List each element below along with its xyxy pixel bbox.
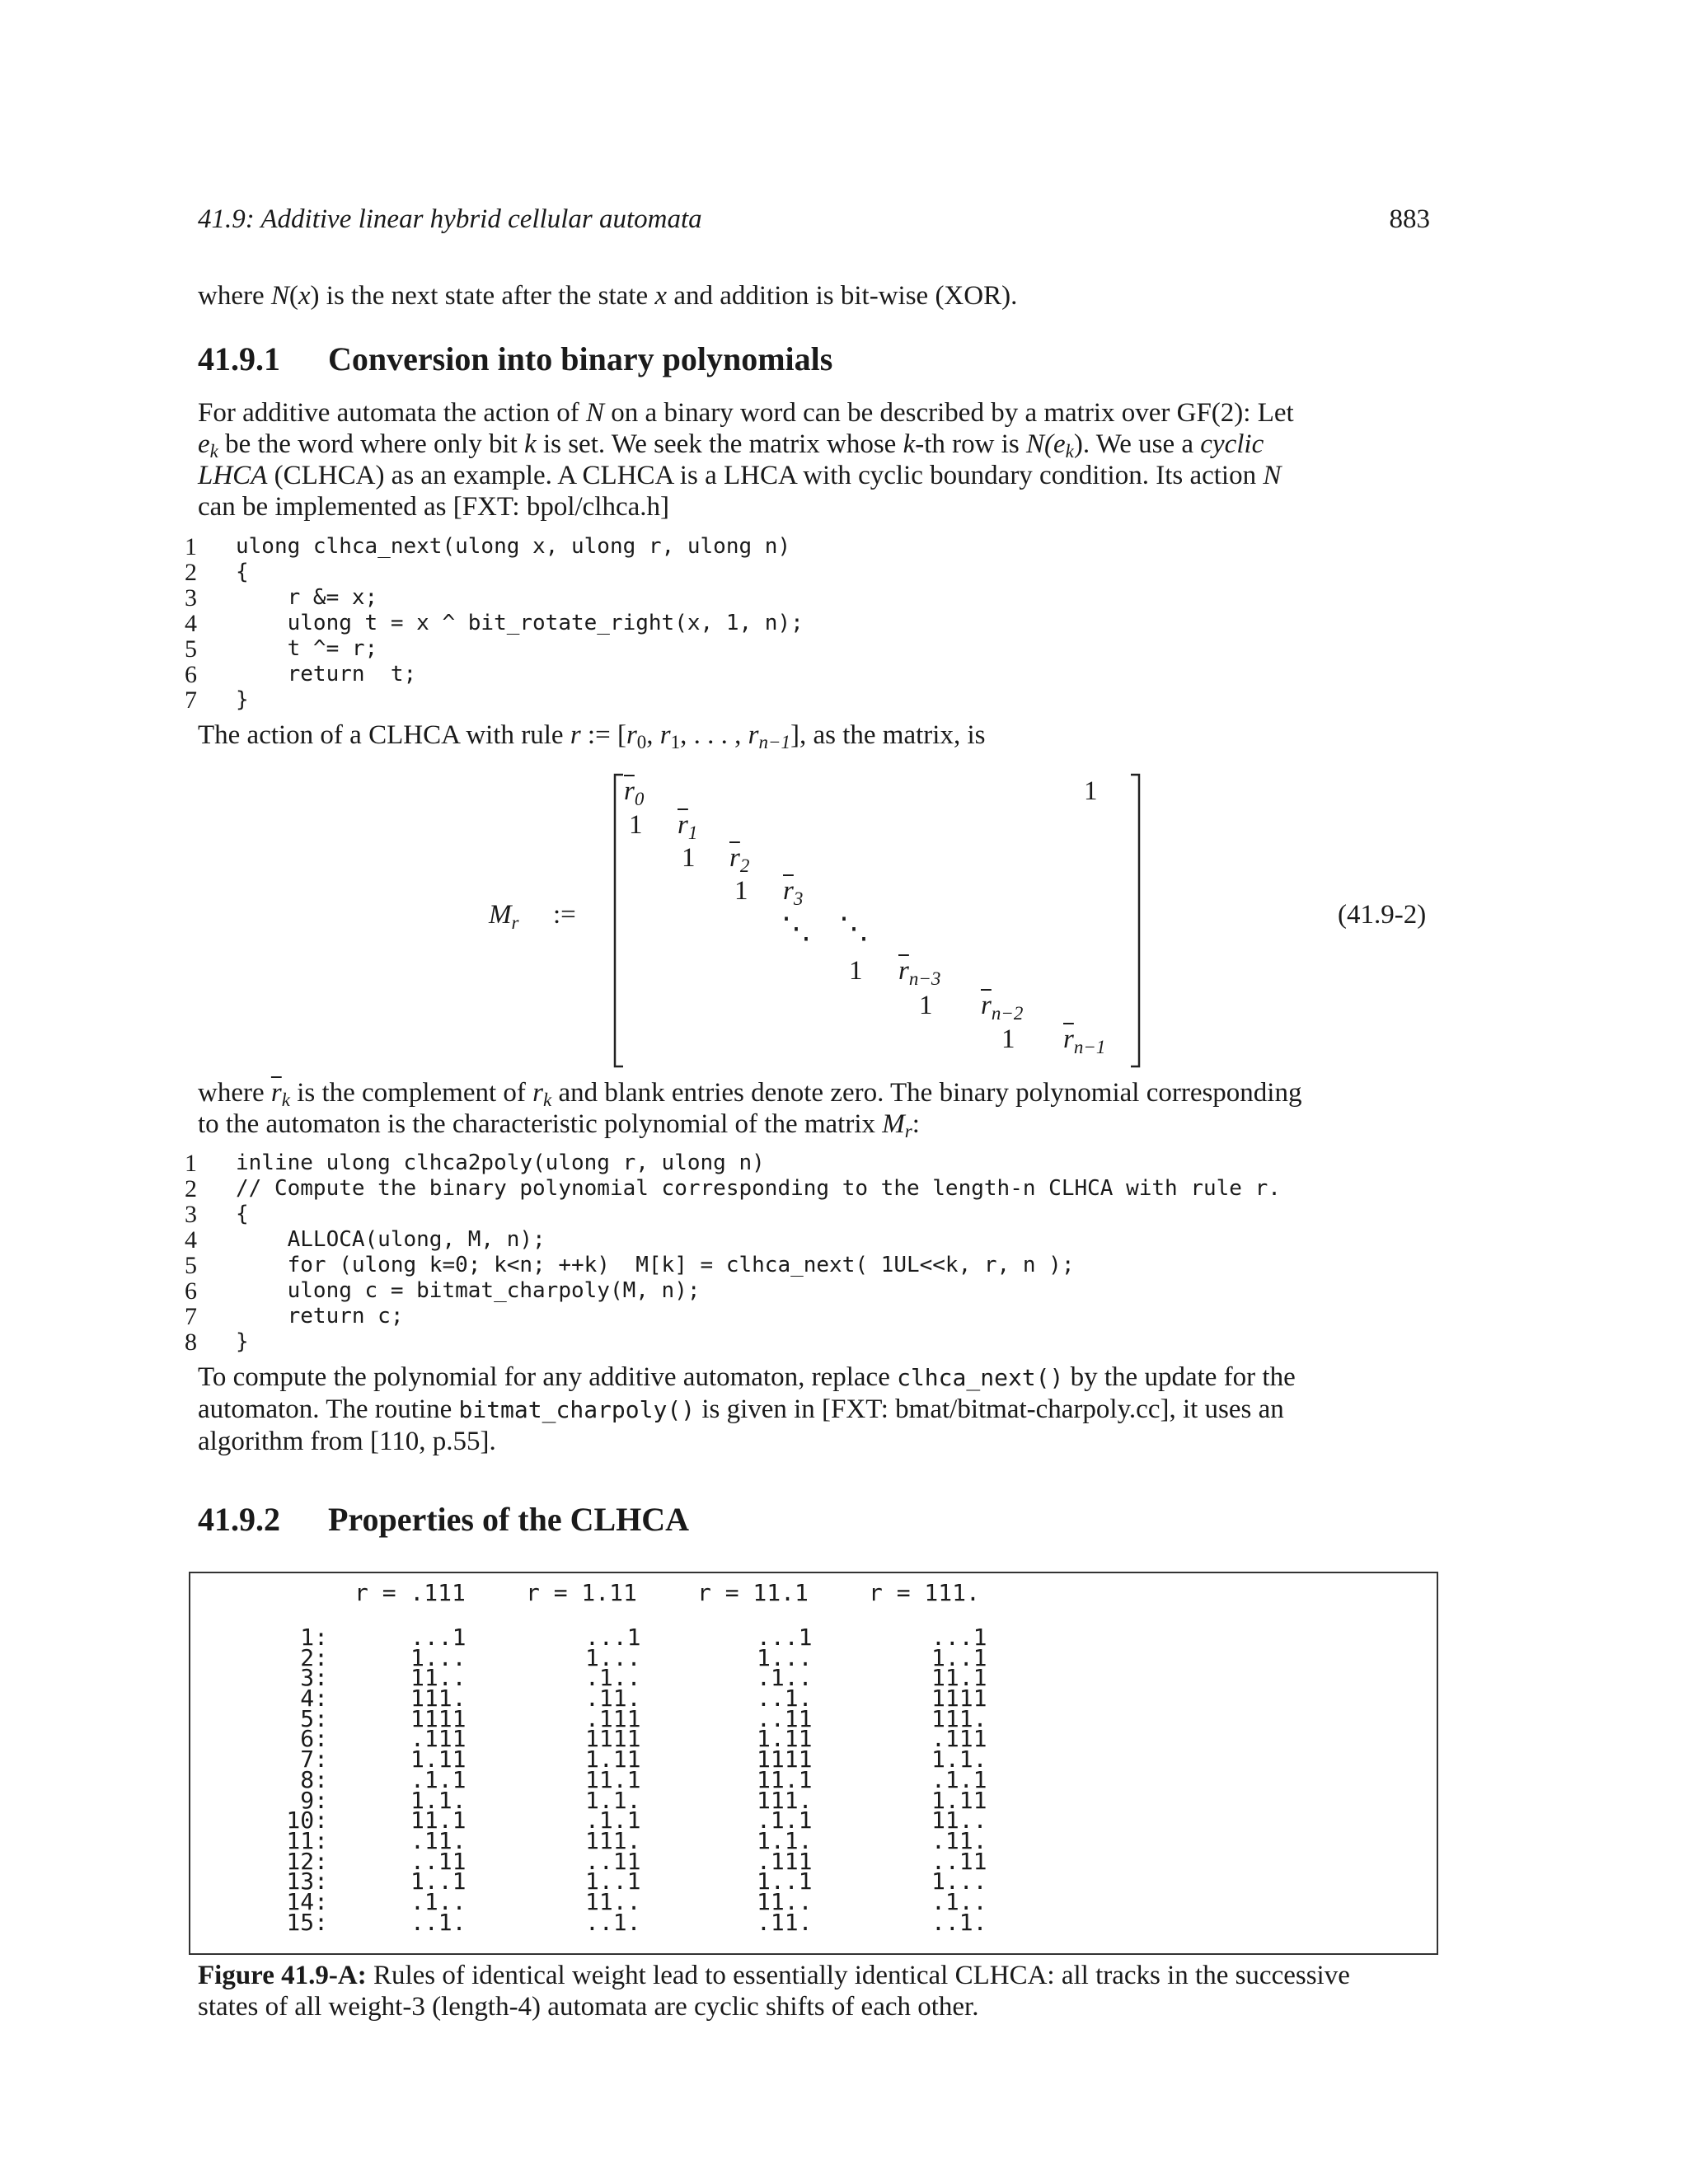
code-text: ulong c = bitmat_charpoly(M, n); xyxy=(236,1278,701,1303)
code-line xyxy=(185,534,1009,560)
figure-state-column xyxy=(585,1624,641,1936)
math-rbar: $\overline{r}$ xyxy=(270,1078,282,1108)
state-cell: 11.. xyxy=(585,1887,641,1915)
text: algorithm from [110, p.55]. xyxy=(198,1427,496,1456)
section-title: Properties of the CLHCA xyxy=(328,1501,690,1538)
state-cell: 1..1 xyxy=(931,1643,987,1671)
math-r: r xyxy=(532,1078,543,1108)
figure-box xyxy=(189,1572,1438,1955)
row-label: 13: xyxy=(286,1868,328,1896)
state-cell: ..11 xyxy=(757,1704,813,1732)
code-line xyxy=(185,1151,1421,1176)
state-cell: 1.11 xyxy=(757,1725,813,1753)
state-cell: .1.1 xyxy=(585,1807,641,1835)
math-k: k xyxy=(903,429,916,459)
row-label: 12: xyxy=(286,1847,328,1875)
row-label: 7: xyxy=(300,1746,328,1774)
code-text: ALLOCA(ulong, M, n); xyxy=(236,1227,546,1252)
text: To compute the polynomial for any additive automaton, replace xyxy=(198,1362,898,1392)
state-cell: .11. xyxy=(757,1908,813,1936)
state-cell: 1.1. xyxy=(585,1786,641,1814)
figure-column-header: r = 1.11 xyxy=(526,1579,637,1606)
row-label: 1: xyxy=(300,1624,328,1651)
text: is the next state after the state xyxy=(319,281,655,311)
row-label: 10: xyxy=(286,1807,328,1835)
text: where xyxy=(198,281,271,311)
state-cell: 11.1 xyxy=(931,1664,987,1692)
state-cell: .1.. xyxy=(585,1664,641,1692)
para4-line3 xyxy=(198,1426,1430,1457)
line-number: 7 xyxy=(185,687,197,714)
code-text: inline ulong clhca2poly(ulong r, ulong n) xyxy=(236,1151,765,1175)
inline-code: bitmat_charpoly() xyxy=(458,1396,696,1423)
code-line xyxy=(185,1227,1421,1253)
state-cell: .11. xyxy=(410,1826,467,1854)
line-number: 1 xyxy=(185,533,197,560)
entry-one: 1 xyxy=(919,991,933,1020)
state-cell: 111. xyxy=(585,1826,641,1854)
state-cell: .111 xyxy=(757,1847,813,1875)
entry-one: 1 xyxy=(629,810,643,840)
row-label: 2: xyxy=(300,1643,328,1671)
state-cell: 11.1 xyxy=(757,1765,813,1793)
row-label: 11: xyxy=(286,1826,328,1854)
text: can be implemented as [FXT: bpol/clhca.h] xyxy=(198,492,670,522)
row-label: 3: xyxy=(300,1664,328,1692)
code-line xyxy=(185,585,1009,611)
paragraph-3 xyxy=(198,1077,1430,1140)
figure-state-column xyxy=(931,1624,987,1936)
math-sub-r: r xyxy=(511,912,519,933)
line-number: 4 xyxy=(185,1226,197,1254)
figure-state-column xyxy=(757,1624,813,1936)
line-number: 2 xyxy=(185,1175,197,1202)
caption-label: Figure 41.9-A: xyxy=(198,1961,367,1990)
state-cell: 1.1. xyxy=(757,1826,813,1854)
state-cell: .111 xyxy=(931,1725,987,1753)
code-line xyxy=(185,1202,1421,1227)
running-head-title: 41.9: Additive linear hybrid cellular automata xyxy=(198,204,702,234)
para4-line2 xyxy=(198,1394,1430,1426)
state-cell: 1.11 xyxy=(410,1746,467,1774)
entry-rbar-1: $\overline{r}_1$ xyxy=(678,810,698,843)
state-cell: 1..1 xyxy=(585,1868,641,1896)
math-sub-k: k xyxy=(1065,441,1074,462)
math-N: N xyxy=(270,281,289,311)
state-cell: ..11 xyxy=(410,1847,467,1875)
entry-one: 1 xyxy=(849,956,863,986)
row-label: 4: xyxy=(300,1685,328,1713)
code-line xyxy=(185,687,1009,713)
row-label: 9: xyxy=(300,1786,328,1814)
code-text: // Compute the binary polynomial corresponding to the length-n CLHCA with rule r. xyxy=(236,1176,1281,1201)
entry-one: 1 xyxy=(1001,1024,1015,1054)
row-label: 14: xyxy=(286,1887,328,1915)
row-label: 5: xyxy=(300,1704,328,1732)
para1-line1 xyxy=(198,397,1430,429)
code-line xyxy=(185,1329,1421,1355)
math-sub-k: k xyxy=(542,1090,552,1110)
state-cell: 11.. xyxy=(931,1807,987,1835)
code-text: ulong t = x ^ bit_rotate_right(x, 1, n); xyxy=(236,611,804,635)
text: (CLHCA) as an example. A CLHCA is a LHCA with cyclic boundary condition. Its action xyxy=(267,461,1264,490)
entry-rbar-n1: $\overline{r}_{n-1}$ xyxy=(1063,1024,1106,1057)
line-number: 4 xyxy=(185,610,197,637)
text: is the complement of xyxy=(289,1078,533,1108)
state-cell: ...1 xyxy=(410,1624,467,1651)
figure-column-header: r = 111. xyxy=(869,1579,980,1606)
state-cell: 1... xyxy=(410,1643,467,1671)
state-cell: 11.. xyxy=(410,1664,467,1692)
state-cell: 1.1. xyxy=(410,1786,467,1814)
line-number: 2 xyxy=(185,559,197,586)
state-cell: .111 xyxy=(410,1725,467,1753)
code-text: { xyxy=(236,560,249,584)
figure-row-labels xyxy=(272,1624,328,1936)
line-number: 3 xyxy=(185,1201,197,1228)
code-text: } xyxy=(236,687,249,712)
caption-text: Rules of identical weight lead to essentially identical CLHCA: all tracks in the successive xyxy=(366,1961,1350,1990)
math-N: N xyxy=(586,398,605,428)
assign-symbol: := xyxy=(553,900,576,930)
entry-rbar-2: $\overline{r}_2$ xyxy=(729,843,750,876)
text: is set. We seek the matrix whose xyxy=(536,429,903,459)
paragraph-4 xyxy=(198,1361,1430,1457)
math-sub-k: k xyxy=(209,441,218,462)
state-cell: 111. xyxy=(757,1786,813,1814)
entry-rbar-n3: $\overline{r}_{n-3}$ xyxy=(898,956,941,989)
code-line xyxy=(185,1253,1421,1278)
math-r0: r xyxy=(626,720,637,750)
section-number: 41.9.2 xyxy=(198,1501,280,1538)
state-cell: 1111 xyxy=(585,1725,641,1753)
math-x: (x) xyxy=(288,281,320,311)
text: The action of a CLHCA with rule xyxy=(198,720,570,750)
state-cell: ..11 xyxy=(931,1847,987,1875)
code-block-1 xyxy=(185,534,1009,713)
state-cell: 1... xyxy=(931,1868,987,1896)
state-cell: 1111 xyxy=(931,1685,987,1713)
line-number: 8 xyxy=(185,1329,197,1356)
paragraph-2 xyxy=(198,719,1430,751)
text: ], as the matrix, is xyxy=(790,720,986,750)
line-number: 6 xyxy=(185,1277,197,1305)
code-line xyxy=(185,1278,1421,1304)
intro-line xyxy=(198,280,1430,312)
state-cell: 1.11 xyxy=(585,1746,641,1774)
text: by the update for the xyxy=(1063,1362,1296,1392)
text: , xyxy=(646,720,660,750)
code-text: return t; xyxy=(236,662,417,687)
para1-line4 xyxy=(198,491,1430,523)
state-cell: ..1. xyxy=(931,1908,987,1936)
math-Ne: N(e xyxy=(1025,429,1066,459)
code-line xyxy=(185,1304,1421,1329)
line-number: 7 xyxy=(185,1303,197,1330)
para1-line3 xyxy=(198,460,1430,491)
inline-code: clhca_next() xyxy=(897,1364,1064,1391)
state-cell: 1.1. xyxy=(931,1746,987,1774)
math-M: M xyxy=(882,1109,905,1139)
code-block-2 xyxy=(185,1151,1421,1355)
code-text: for (ulong k=0; k<n; ++k) M[k] = clhca_next( 1UL<<k, r, n ); xyxy=(236,1253,1075,1277)
state-cell: .1.1 xyxy=(931,1765,987,1793)
state-cell: 11.1 xyxy=(410,1807,467,1835)
code-text: { xyxy=(236,1202,249,1226)
text: where xyxy=(198,1078,271,1108)
state-cell: 1111 xyxy=(757,1746,813,1774)
ddots: ⋱ xyxy=(781,912,811,944)
page-number: 883 xyxy=(1389,204,1430,234)
text: be the word where only bit xyxy=(218,429,525,459)
line-number: 5 xyxy=(185,635,197,663)
line-number: 3 xyxy=(185,584,197,612)
state-cell: 1..1 xyxy=(757,1868,813,1896)
state-cell: .11. xyxy=(931,1826,987,1854)
state-cell: .1.. xyxy=(757,1664,813,1692)
code-line xyxy=(185,636,1009,662)
para3-line2 xyxy=(198,1108,1430,1140)
para3-line1 xyxy=(198,1077,1430,1108)
state-cell: ..1. xyxy=(410,1908,467,1936)
state-cell: 111. xyxy=(410,1685,467,1713)
section-heading-2 xyxy=(198,1500,689,1539)
text: automaton. The routine xyxy=(198,1394,459,1424)
text: to the automaton is the characteristic polynomial of the matrix xyxy=(198,1109,883,1139)
section-number: 41.9.1 xyxy=(198,340,280,377)
math-sub: 0 xyxy=(636,732,647,752)
state-cell: .1.1 xyxy=(410,1765,467,1793)
entry-one: 1 xyxy=(682,843,696,873)
state-cell: .11. xyxy=(585,1685,641,1713)
figure-state-column xyxy=(410,1624,467,1936)
row-label: 8: xyxy=(300,1765,328,1793)
state-cell: 1.11 xyxy=(931,1786,987,1814)
state-cell: 111. xyxy=(931,1704,987,1732)
state-cell: .1.1 xyxy=(757,1807,813,1835)
figure-column-header: r = .111 xyxy=(354,1579,466,1606)
math-N: N xyxy=(1263,461,1282,490)
entry-rbar-3: $\overline{r}_3$ xyxy=(783,876,804,909)
state-cell: ..1. xyxy=(757,1685,813,1713)
entry-rbar-n2: $\overline{r}_{n-2}$ xyxy=(981,991,1024,1024)
matrix-lhs xyxy=(489,900,519,933)
state-cell: 1..1 xyxy=(410,1868,467,1896)
state-cell: ...1 xyxy=(757,1624,813,1651)
figure-column-header: r = 11.1 xyxy=(697,1579,809,1606)
running-head xyxy=(198,204,1430,235)
equation-number: (41.9-2) xyxy=(1338,900,1427,930)
state-cell: .111 xyxy=(585,1704,641,1732)
emph-cyclic: cyclic xyxy=(1200,429,1264,459)
state-cell: .1.. xyxy=(931,1887,987,1915)
para4-line1 xyxy=(198,1361,1430,1394)
section-heading-1 xyxy=(198,340,832,378)
entry-rbar-0: $\overline{r}_0$ xyxy=(624,776,645,809)
code-text: } xyxy=(236,1329,249,1354)
ddots: ⋱ xyxy=(839,912,869,944)
math-M: M xyxy=(489,900,512,930)
text: := [ xyxy=(580,720,626,750)
code-text: r &= x; xyxy=(236,585,378,610)
state-cell: 1... xyxy=(585,1643,641,1671)
code-line xyxy=(185,662,1009,687)
row-label: 6: xyxy=(300,1725,328,1753)
line-number: 1 xyxy=(185,1150,197,1177)
para1-line2 xyxy=(198,429,1430,460)
code-text: t ^= r; xyxy=(236,636,378,661)
state-cell: .1.. xyxy=(410,1887,467,1915)
state-cell: 1... xyxy=(757,1643,813,1671)
state-cell: ..1. xyxy=(585,1908,641,1936)
state-cell: ...1 xyxy=(931,1624,987,1651)
text: is given in [FXT: bmat/bitmat-charpoly.cc], it uses an xyxy=(695,1394,1284,1424)
code-line xyxy=(185,1176,1421,1202)
math-sub: n−1 xyxy=(758,732,791,752)
text: on a binary word can be described by a matrix over GF(2): Let xyxy=(604,398,1294,428)
entry-one-corner: 1 xyxy=(1084,776,1098,806)
caption-text: states of all weight-3 (length-4) automata are cyclic shifts of each other. xyxy=(198,1992,979,2022)
math-sub: 1 xyxy=(670,732,681,752)
row-label: 15: xyxy=(286,1908,328,1936)
text: ). We use a xyxy=(1073,429,1201,459)
math-rn: r xyxy=(748,720,759,750)
line-number: 6 xyxy=(185,661,197,688)
text: : xyxy=(912,1109,920,1139)
math-e: e xyxy=(198,429,210,459)
text: and addition is bit-wise (XOR). xyxy=(667,281,1018,311)
math-sub-k: k xyxy=(281,1090,290,1110)
section-title: Conversion into binary polynomials xyxy=(328,340,833,377)
left-bracket xyxy=(615,775,623,1066)
figure-caption xyxy=(198,1960,1430,2022)
code-text: return c; xyxy=(236,1304,404,1329)
state-cell: ..11 xyxy=(585,1847,641,1875)
code-line xyxy=(185,560,1009,585)
math-r1: r xyxy=(659,720,671,750)
text: -th row is xyxy=(915,429,1026,459)
text: For additive automata the action of xyxy=(198,398,587,428)
state-cell: 11.1 xyxy=(585,1765,641,1793)
code-text: ulong clhca_next(ulong x, ulong r, ulong n) xyxy=(236,534,791,559)
state-cell: 1111 xyxy=(410,1704,467,1732)
text: , . . . , xyxy=(680,720,748,750)
state-cell: 11.. xyxy=(757,1887,813,1915)
math-x2: x xyxy=(654,281,668,311)
code-line xyxy=(185,611,1009,636)
math-sub-r: r xyxy=(904,1121,912,1141)
paragraph-1 xyxy=(198,397,1430,523)
math-r: r xyxy=(570,720,581,750)
emph-lhca: LHCA xyxy=(198,461,268,490)
state-cell: ...1 xyxy=(585,1624,641,1651)
right-bracket xyxy=(1131,775,1139,1066)
math-k: k xyxy=(524,429,537,459)
entry-one: 1 xyxy=(734,876,748,906)
text: and blank entries denote zero. The binary polynomial corresponding xyxy=(551,1078,1302,1108)
line-number: 5 xyxy=(185,1252,197,1279)
